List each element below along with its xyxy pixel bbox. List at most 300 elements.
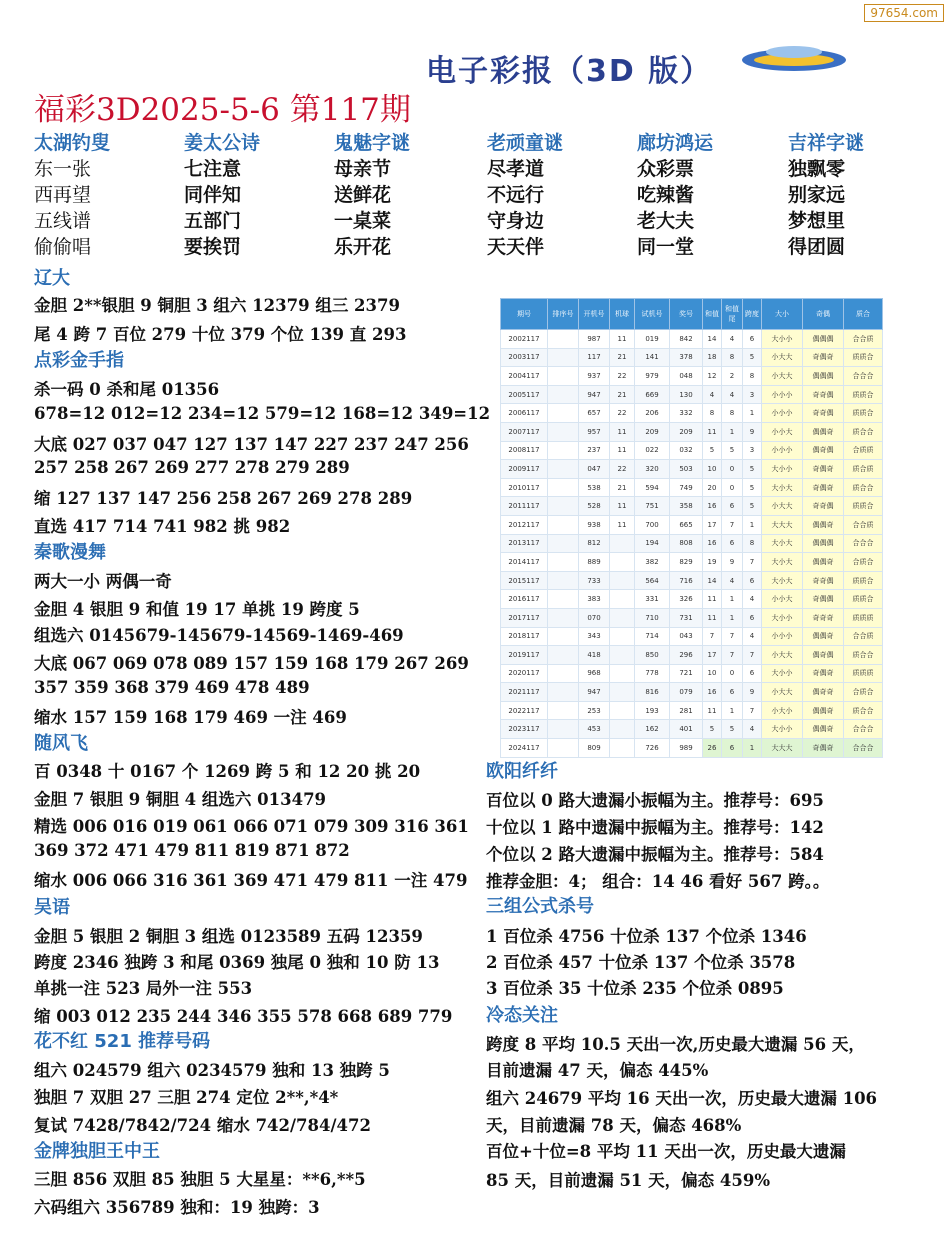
table-cell — [548, 739, 579, 758]
riddle-line: 尽孝道 — [487, 158, 545, 180]
section-line: 十位以 1 路中遗漏中振幅为主。推荐号：142 — [486, 818, 824, 837]
table-cell: 6 — [743, 664, 762, 683]
table-cell — [548, 367, 579, 386]
section-line: 357 359 368 379 469 478 489 — [34, 678, 310, 697]
table-cell: 2007117 — [501, 422, 548, 441]
table-cell: 质质合 — [844, 497, 883, 516]
table-header-cell: 和值 — [703, 299, 722, 330]
table-cell — [548, 348, 579, 367]
riddle-line: 七注意 — [184, 158, 242, 180]
table-cell: 2 — [722, 367, 743, 386]
table-cell: 538 — [579, 478, 610, 497]
table-row — [501, 627, 883, 646]
table-cell: 326 — [670, 590, 703, 609]
riddle-column — [334, 128, 474, 260]
table-cell: 5 — [743, 478, 762, 497]
table-cell: 偶偶偶 — [803, 534, 844, 553]
table-cell: 206 — [635, 404, 670, 423]
table-cell: 合合质 — [844, 330, 883, 349]
table-cell: 2006117 — [501, 404, 548, 423]
table-cell: 合合合 — [844, 739, 883, 758]
table-cell: 小大大 — [762, 348, 803, 367]
table-cell: 253 — [579, 701, 610, 720]
section-title: 花不红 521 推荐号码 — [34, 1031, 211, 1052]
table-cell — [610, 701, 635, 720]
table-cell: 2014117 — [501, 553, 548, 572]
table-cell: 2004117 — [501, 367, 548, 386]
table-cell: 奇奇偶 — [803, 571, 844, 590]
table-cell: 22 — [610, 367, 635, 386]
table-cell: 382 — [635, 553, 670, 572]
riddle-line: 独飘零 — [788, 158, 846, 180]
riddle-line: 天天伴 — [487, 236, 545, 258]
section-line: 3 百位杀 35 十位杀 235 个位杀 0895 — [486, 979, 784, 998]
section-title: 冷态关注 — [486, 1005, 558, 1026]
table-cell: 小小大 — [762, 590, 803, 609]
table-row — [501, 553, 883, 572]
table-cell: 2018117 — [501, 627, 548, 646]
table-cell: 17 — [703, 646, 722, 665]
table-cell: 0 — [722, 460, 743, 479]
table-cell: 奇奇偶 — [803, 404, 844, 423]
table-cell: 296 — [670, 646, 703, 665]
table-cell: 7 — [743, 553, 762, 572]
table-cell — [610, 683, 635, 702]
riddle-line: 守身边 — [487, 210, 545, 232]
table-cell: 731 — [670, 608, 703, 627]
section-line: 组六 24679 平均 16 天出一次，历史最大遗漏 106 — [486, 1089, 878, 1108]
table-cell: 710 — [635, 608, 670, 627]
riddle-line: 五部门 — [184, 210, 242, 232]
section-line: 1 百位杀 4756 十位杀 137 个位杀 1346 — [486, 927, 807, 946]
table-cell: 22 — [610, 404, 635, 423]
table-cell: 5 — [743, 348, 762, 367]
table-cell: 合合合 — [844, 720, 883, 739]
table-row — [501, 385, 883, 404]
table-cell: 2009117 — [501, 460, 548, 479]
section-line: 369 372 471 479 811 819 871 872 — [34, 841, 350, 860]
section-line: 金胆 2**银胆 9 铜胆 3 组六 12379 组三 2379 — [34, 296, 400, 315]
table-cell: 合合合 — [844, 534, 883, 553]
table-header-cell: 质合 — [844, 299, 883, 330]
section-line: 678=12 012=12 234=12 579=12 168=12 349=12 — [34, 404, 491, 423]
table-row — [501, 590, 883, 609]
table-cell: 2008117 — [501, 441, 548, 460]
table-cell: 奇奇偶 — [803, 385, 844, 404]
table-cell: 733 — [579, 571, 610, 590]
table-cell: 大小大 — [762, 534, 803, 553]
main-title: 福彩3D2025-5-6 第117期 — [34, 92, 411, 128]
table-cell — [548, 608, 579, 627]
table-cell — [610, 553, 635, 572]
table-cell: 453 — [579, 720, 610, 739]
table-cell: 594 — [635, 478, 670, 497]
table-header-cell: 奖号 — [670, 299, 703, 330]
table-cell: 401 — [670, 720, 703, 739]
table-cell: 合质合 — [844, 683, 883, 702]
table-cell: 937 — [579, 367, 610, 386]
section-line: 百位以 0 路大遗漏小振幅为主。推荐号：695 — [486, 791, 824, 810]
table-cell: 808 — [670, 534, 703, 553]
table-cell — [548, 553, 579, 572]
table-cell: 21 — [610, 348, 635, 367]
table-cell: 6 — [743, 608, 762, 627]
table-header-cell: 和值尾 — [722, 299, 743, 330]
table-cell: 5 — [743, 460, 762, 479]
table-cell: 2011117 — [501, 497, 548, 516]
table-cell: 4 — [743, 720, 762, 739]
table-cell: 043 — [670, 627, 703, 646]
table-cell: 3 — [743, 441, 762, 460]
table-cell: 小大大 — [762, 497, 803, 516]
table-cell: 小大大 — [762, 683, 803, 702]
table-cell — [548, 627, 579, 646]
table-cell: 质质质 — [844, 664, 883, 683]
table-cell: 11 — [703, 422, 722, 441]
table-cell: 16 — [703, 534, 722, 553]
table-cell: 11 — [610, 422, 635, 441]
section-line: 257 258 267 269 277 278 279 289 — [34, 458, 350, 477]
section-line: 百位+十位=8 平均 11 天出一次，历史最大遗漏 — [486, 1142, 846, 1161]
table-cell: 偶偶偶 — [803, 330, 844, 349]
table-cell: 9 — [722, 553, 743, 572]
table-cell — [548, 701, 579, 720]
table-cell: 237 — [579, 441, 610, 460]
table-cell: 20 — [703, 478, 722, 497]
table-cell: 合合质 — [844, 515, 883, 534]
riddle-line: 要挨罚 — [184, 236, 242, 258]
table-cell: 714 — [635, 627, 670, 646]
table-cell — [548, 720, 579, 739]
section-line: 缩水 157 159 168 179 469 一注 469 — [34, 708, 347, 727]
table-cell — [610, 534, 635, 553]
table-cell: 8 — [722, 348, 743, 367]
section-line: 百 0348 十 0167 个 1269 跨 5 和 12 20 挑 20 — [34, 762, 421, 781]
table-cell: 7 — [722, 627, 743, 646]
table-cell: 偶偶奇 — [803, 627, 844, 646]
table-cell: 1 — [743, 739, 762, 758]
table-row — [501, 330, 883, 349]
table-cell — [610, 646, 635, 665]
table-row — [501, 515, 883, 534]
table-cell: 大小大 — [762, 571, 803, 590]
table-cell: 17 — [703, 515, 722, 534]
table-cell: 7 — [703, 627, 722, 646]
table-cell: 979 — [635, 367, 670, 386]
table-row — [501, 460, 883, 479]
section-title: 吴语 — [34, 897, 70, 918]
table-cell: 偶偶奇 — [803, 515, 844, 534]
table-cell: 842 — [670, 330, 703, 349]
riddle-line: 东一张 — [34, 158, 92, 180]
table-cell: 11 — [610, 515, 635, 534]
section-line: 跨度 2346 独跨 3 和尾 0369 独尾 0 独和 10 防 13 — [34, 953, 440, 972]
table-cell: 721 — [670, 664, 703, 683]
table-cell: 奇偶奇 — [803, 478, 844, 497]
table-cell: 质合合 — [844, 701, 883, 720]
table-cell: 938 — [579, 515, 610, 534]
riddle-line: 得团圆 — [788, 236, 846, 258]
table-cell: 9 — [743, 422, 762, 441]
table-cell: 209 — [670, 422, 703, 441]
table-row — [501, 571, 883, 590]
table-cell — [548, 534, 579, 553]
table-cell: 4 — [722, 571, 743, 590]
table-cell: 2020117 — [501, 664, 548, 683]
table-cell: 质质合 — [844, 571, 883, 590]
riddle-line: 吃辣酱 — [637, 184, 695, 206]
table-cell: 383 — [579, 590, 610, 609]
table-cell — [610, 720, 635, 739]
riddle-line: 一桌菜 — [334, 210, 392, 232]
table-header-cell: 期号 — [501, 299, 548, 330]
table-cell: 3 — [743, 385, 762, 404]
table-cell: 22 — [610, 460, 635, 479]
table-cell: 947 — [579, 683, 610, 702]
table-row — [501, 404, 883, 423]
riddle-column-title: 太湖钓叟 — [34, 132, 111, 154]
table-cell: 7 — [743, 646, 762, 665]
table-cell: 小小大 — [762, 422, 803, 441]
riddle-line: 母亲节 — [334, 158, 392, 180]
table-cell: 6 — [722, 497, 743, 516]
table-cell: 4 — [722, 385, 743, 404]
table-cell: 0 — [722, 478, 743, 497]
table-header-cell: 开机号 — [579, 299, 610, 330]
table-cell: 070 — [579, 608, 610, 627]
table-cell: 21 — [610, 478, 635, 497]
table-cell: 2010117 — [501, 478, 548, 497]
table-cell: 7 — [743, 701, 762, 720]
section-line: 复试 7428/7842/724 缩水 742/784/472 — [34, 1116, 371, 1135]
table-row — [501, 683, 883, 702]
table-cell: 047 — [579, 460, 610, 479]
table-cell: 奇偶偶 — [803, 590, 844, 609]
header-title: 电子彩报（3D 版） — [426, 54, 713, 89]
section-line: 跨度 8 平均 10.5 天出一次,历史最大遗漏 56 天， — [486, 1035, 865, 1054]
section-line: 目前遗漏 47 天，偏态 445% — [486, 1061, 709, 1080]
table-cell — [548, 571, 579, 590]
table-cell: 418 — [579, 646, 610, 665]
section-title: 三组公式杀号 — [486, 896, 594, 917]
riddle-line: 五线谱 — [34, 210, 92, 232]
riddle-line: 不远行 — [487, 184, 545, 206]
table-cell — [548, 646, 579, 665]
table-cell: 合质合 — [844, 553, 883, 572]
table-cell: 偶偶奇 — [803, 422, 844, 441]
table-cell — [548, 478, 579, 497]
table-row — [501, 497, 883, 516]
table-cell: 343 — [579, 627, 610, 646]
table-cell: 质合合 — [844, 422, 883, 441]
table-cell: 大小大 — [762, 553, 803, 572]
table-cell: 8 — [722, 404, 743, 423]
table-cell — [548, 385, 579, 404]
table-cell: 19 — [703, 553, 722, 572]
table-header-cell: 排序号 — [548, 299, 579, 330]
table-cell: 11 — [610, 497, 635, 516]
table-cell: 162 — [635, 720, 670, 739]
table-row — [501, 534, 883, 553]
table-row — [501, 348, 883, 367]
table-cell — [548, 590, 579, 609]
riddle-column — [487, 128, 627, 260]
table-cell — [548, 515, 579, 534]
table-cell — [610, 590, 635, 609]
table-cell: 21 — [610, 385, 635, 404]
riddle-line: 别家远 — [788, 184, 846, 206]
riddle-column-title: 吉祥字谜 — [788, 132, 865, 154]
table-cell: 小小小 — [762, 627, 803, 646]
riddle-column-title: 鬼魅字谜 — [334, 132, 411, 154]
table-cell: 小大大 — [762, 367, 803, 386]
table-cell: 2017117 — [501, 608, 548, 627]
table-cell: 4 — [722, 330, 743, 349]
table-cell: 4 — [743, 590, 762, 609]
table-cell: 8 — [743, 534, 762, 553]
table-cell — [548, 404, 579, 423]
table-cell: 987 — [579, 330, 610, 349]
table-cell: 6 — [722, 739, 743, 758]
table-cell: 质质合 — [844, 348, 883, 367]
table-cell: 小大小 — [762, 701, 803, 720]
table-cell: 331 — [635, 590, 670, 609]
table-row — [501, 739, 883, 758]
section-line: 85 天，目前遗漏 51 天，偏态 459% — [486, 1171, 771, 1190]
table-cell: 048 — [670, 367, 703, 386]
table-cell — [610, 664, 635, 683]
table-cell: 11 — [703, 608, 722, 627]
table-cell — [548, 664, 579, 683]
table-cell: 11 — [610, 441, 635, 460]
table-cell: 1 — [743, 404, 762, 423]
table-cell: 141 — [635, 348, 670, 367]
table-cell: 778 — [635, 664, 670, 683]
table-cell: 117 — [579, 348, 610, 367]
section-line: 尾 4 跨 7 百位 279 十位 379 个位 139 直 293 — [34, 325, 407, 344]
table-cell: 2002117 — [501, 330, 548, 349]
table-cell: 022 — [635, 441, 670, 460]
table-cell: 209 — [635, 422, 670, 441]
table-cell: 7 — [722, 646, 743, 665]
table-cell: 968 — [579, 664, 610, 683]
table-cell: 大小小 — [762, 720, 803, 739]
table-cell — [548, 422, 579, 441]
table-cell: 奇奇偶 — [803, 497, 844, 516]
table-cell: 019 — [635, 330, 670, 349]
table-row — [501, 720, 883, 739]
section-line: 六码组六 356789 独和：19 独跨：3 — [34, 1198, 320, 1217]
section-line: 三胆 856 双胆 85 独胆 5 大星星：**6,**5 — [34, 1170, 366, 1189]
table-cell: 358 — [670, 497, 703, 516]
table-cell: 332 — [670, 404, 703, 423]
riddle-column — [34, 128, 174, 260]
table-cell: 6 — [722, 534, 743, 553]
table-cell: 小小小 — [762, 441, 803, 460]
section-title: 欧阳纤纤 — [486, 761, 558, 782]
table-cell: 偶偶奇 — [803, 720, 844, 739]
table-cell: 偶偶奇 — [803, 701, 844, 720]
riddle-line: 西再望 — [34, 184, 92, 206]
table-cell: 小大大 — [762, 646, 803, 665]
section-line: 缩 003 012 235 244 346 355 578 668 689 779 — [34, 1007, 453, 1026]
table-cell: 6 — [722, 683, 743, 702]
table-cell: 大小小 — [762, 460, 803, 479]
table-cell: 5 — [703, 441, 722, 460]
table-cell: 2012117 — [501, 515, 548, 534]
table-cell: 2016117 — [501, 590, 548, 609]
table-cell: 889 — [579, 553, 610, 572]
riddle-line: 偷偷唱 — [34, 236, 92, 258]
table-cell: 小小小 — [762, 404, 803, 423]
table-cell: 18 — [703, 348, 722, 367]
section-title: 点彩金手指 — [34, 350, 124, 371]
table-cell: 564 — [635, 571, 670, 590]
table-cell — [610, 608, 635, 627]
riddle-line: 送鲜花 — [334, 184, 392, 206]
section-line: 天，目前遗漏 78 天，偏态 468% — [486, 1116, 742, 1135]
table-cell: 2005117 — [501, 385, 548, 404]
table-cell — [610, 739, 635, 758]
table-cell: 809 — [579, 739, 610, 758]
table-cell — [548, 441, 579, 460]
table-cell: 奇偶奇 — [803, 348, 844, 367]
table-cell: 1 — [722, 590, 743, 609]
table-cell: 偶奇偶 — [803, 441, 844, 460]
table-cell: 2003117 — [501, 348, 548, 367]
table-cell: 378 — [670, 348, 703, 367]
table-cell: 质质合 — [844, 404, 883, 423]
table-row — [501, 422, 883, 441]
table-cell: 9 — [743, 683, 762, 702]
table-cell: 1 — [722, 608, 743, 627]
table-cell: 12 — [703, 367, 722, 386]
table-cell: 528 — [579, 497, 610, 516]
table-row — [501, 441, 883, 460]
section-line: 大底 027 037 047 127 137 147 227 237 247 256 — [34, 435, 469, 454]
table-row — [501, 701, 883, 720]
section-line: 推荐金胆：4； 组合：14 46 看好 567 跨。。 — [486, 872, 830, 891]
table-cell: 749 — [670, 478, 703, 497]
table-cell: 1 — [722, 422, 743, 441]
section-line: 大底 067 069 078 089 157 159 168 179 267 269 — [34, 654, 469, 673]
table-row — [501, 664, 883, 683]
table-cell: 4 — [743, 627, 762, 646]
table-cell: 5 — [722, 720, 743, 739]
table-cell: 665 — [670, 515, 703, 534]
table-cell — [548, 330, 579, 349]
table-cell: 2022117 — [501, 701, 548, 720]
table-cell: 大小大 — [762, 478, 803, 497]
table-cell: 2015117 — [501, 571, 548, 590]
table-cell — [548, 460, 579, 479]
table-cell: 26 — [703, 739, 722, 758]
riddle-column-title: 老顽童谜 — [487, 132, 564, 154]
section-line: 直选 417 714 741 982 挑 982 — [34, 517, 291, 536]
table-cell: 957 — [579, 422, 610, 441]
section-line: 缩水 006 066 316 361 369 471 479 811 一注 479 — [34, 871, 468, 890]
table-cell: 11 — [610, 330, 635, 349]
table-header-cell: 机球 — [610, 299, 635, 330]
table-cell: 14 — [703, 330, 722, 349]
table-cell: 194 — [635, 534, 670, 553]
riddle-line: 梦想里 — [788, 210, 846, 232]
section-title: 随风飞 — [34, 733, 88, 754]
table-cell — [610, 627, 635, 646]
table-cell: 奇偶奇 — [803, 739, 844, 758]
riddle-line: 众彩票 — [637, 158, 695, 180]
riddle-column-title: 姜太公诗 — [184, 132, 261, 154]
